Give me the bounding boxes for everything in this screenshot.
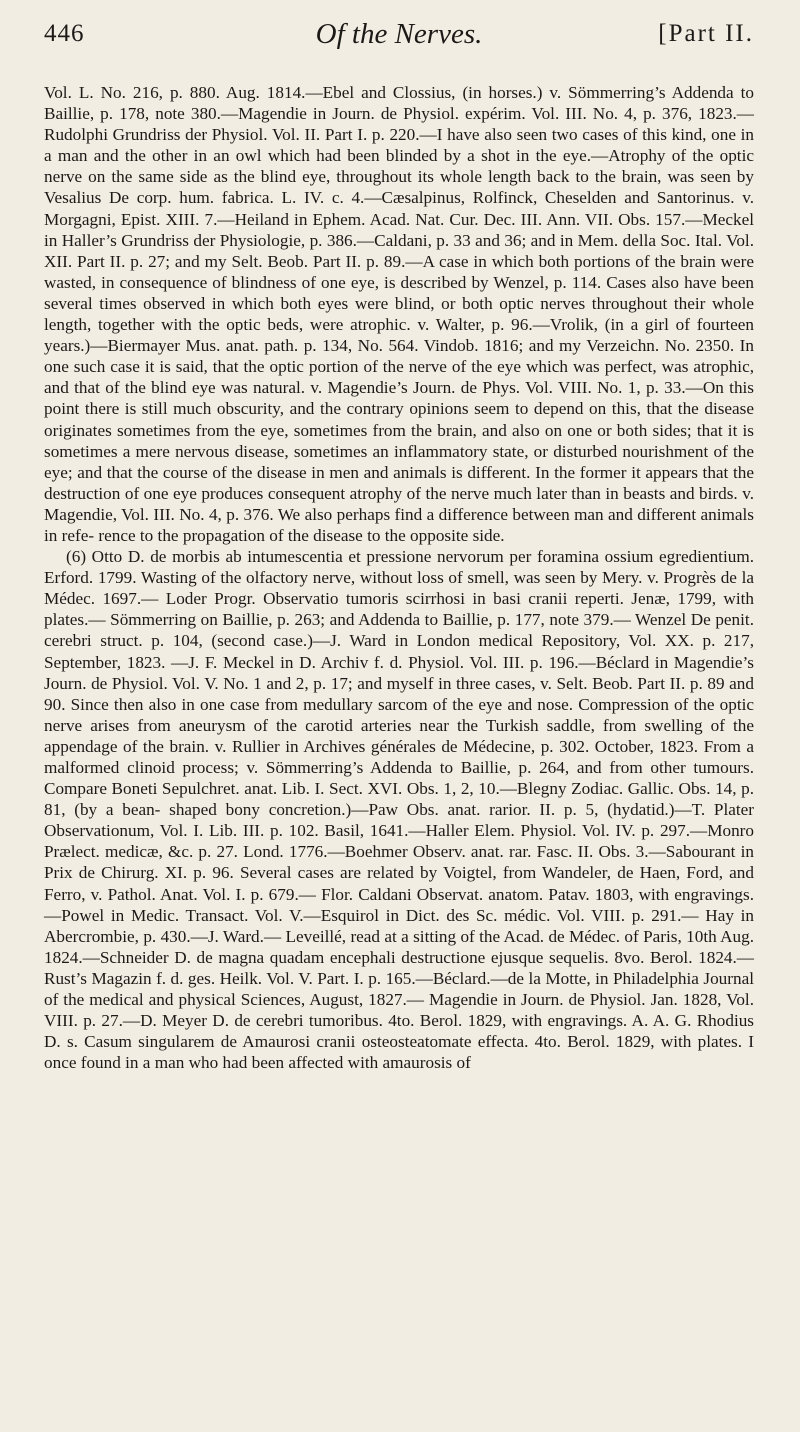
page-header	[44, 20, 754, 60]
running-title: Of the Nerves.	[315, 18, 483, 50]
page-number: 446	[44, 20, 85, 47]
paragraph-note-6: (6) Otto D. de morbis ab intumescentia et pressione nervorum per foramina ossium egredientium. Erford. 1799. Wasting of the olfactory nerve, without loss of smell, was seen by Mery. v. Progrès de la Médec. 1697.— Loder Progr. Observatio tumoris scirrhosi in basi cranii reperti. Jenæ, 1799, with plates.— Sömmerring on Baillie, p. 263; and Addenda to Baillie, p. 177, note 379.— Wenzel De penit. cerebri struct. p. 104, (second case.)—J. Ward in London medical Repository, Vol. XX. p. 217, September, 1823. —J. F. Meckel in D. Archiv f. d. Physiol. Vol. III. p. 196.—Béclard in Magendie’s Journ. de Physiol. Vol. V. No. 1 and 2, p. 17; and myself in three cases, v. Selt. Beob. Part II. p. 89 and 90. Since then also in one case from medullary sarcom of the eye and nose. Compression of the optic nerve arises from aneurysm of the carotid arteries near the Turkish saddle, from swelling of the appendage of the brain. v. Rullier in Archives générales de Médecine, p. 302. October, 1823. From a malformed clinoid process; v. Sömmerring’s Addenda to Baillie, p. 264, and from other tumours. Compare Boneti Sepulchret. anat. Lib. I. Sect. XVI. Obs. 1, 2, 10.—Blegny Zodiac. Gallic. Obs. 14, p. 81, (by a bean- shaped bony concretion.)—Paw Obs. anat. rarior. II. p. 5, (hydatid.)—T. Plater Observationum, Vol. I. Lib. III. p. 102. Basil, 1641.—Haller Elem. Physiol. Vol. IV. p. 297.—Monro Prælect. medicæ, &c. p. 27. Lond. 1776.—Boehmer Observ. anat. rar. Fasc. II. Obs. 3.—Sabourant in Prix de Chirurg. XI. p. 96. Several cases are related by Voigtel, from Wandeler, de Haen, Ford, and Ferro, v. Pathol. Anat. Vol. I. p. 679.— Flor. Caldani Observat. anatom. Patav. 1803, with engravings.—Powel in Medic. Transact. Vol. V.—Esquirol in Dict. des Sc. médic. Vol. VIII. p. 291.— Hay in Abercrombie, p. 430.—J. Ward.— Leveillé, read at a sitting of the Acad. de Médec. of Paris, 10th Aug. 1824.—Schneider D. de magna quadam encephali destructione ejusque sequelis. 8vo. Berol. 1824.— Rust’s Magazin f. d. ges. Heilk. Vol. V. Part. I. p. 165.—Béclard.—de la Motte, in Philadelphia Journal of the medical and physical Sciences, August, 1827.— Magendie in Journ. de Physiol. Jan. 1828, Vol. VIII. p. 27.—D. Meyer D. de cerebri tumoribus. 4to. Berol. 1829, with engravings. A. A. G. Rhodius D. s. Casum singularem de Amaurosi cranii osteosteatomate effecta. 4to. Berol. 1829, with plates. I once found in a man who had been affected with amaurosis of	[44, 547, 754, 1073]
part-label: [Part II.	[658, 20, 754, 47]
page-body	[44, 82, 754, 1073]
paragraph-continued: Vol. L. No. 216, p. 880. Aug. 1814.—Ebel and Clossius, (in horses.) v. Sömmerring’s Addenda to Baillie, p. 178, note 380.—Magendie in Journ. de Physiol. expérim. Vol. III. No. 4, p. 376, 1823.—Rudolphi Grundriss der Physiol. Vol. II. Part I. p. 220.—I have also seen two cases of this kind, one in a man and the other in an owl which had been blinded by a shot in the eye.—Atrophy of the optic nerve on the same side as the blind eye, throughout its whole length back to the brain, was seen by Vesalius De corp. hum. fabrica. L. IV. c. 4.—Cæsalpinus, Rolfinck, Cheselden and Santorinus. v. Morgagni, Epist. XIII. 7.—Heiland in Ephem. Acad. Nat. Cur. Dec. III. Ann. VII. Obs. 157.—Meckel in Haller’s Grundriss der Physiologie, p. 386.—Caldani, p. 33 and 36; and in Mem. della Soc. Ital. Vol. XII. Part II. p. 27; and my Selt. Beob. Part II. p. 89.—A case in which both portions of the brain were wasted, in consequence of blindness of one eye, is described by Wenzel, p. 114. Cases also have been several times observed in which both eyes were blind, or both optic nerves throughout their whole length, together with the optic beds, were atrophic. v. Walter, p. 96.—Vrolik, (in a girl of fourteen years.)—Biermayer Mus. anat. path. p. 134, No. 564. Vindob. 1816; and my Verzeichn. No. 2350. In one such case it is said, that the optic portion of the nerve of the eye which was perfect, was atrophic, and that of the blind eye was natural. v. Magendie’s Journ. de Phys. Vol. VIII. No. 1, p. 33.—On this point there is still much obscurity, and the contrary opinions seem to depend on this, that the disease originates sometimes from the eye, sometimes from the brain, and also on one or both sides; that it is sometimes a mere nervous disease, sometimes an inflammatory state, or disturbed nourishment of the eye; and that the course of the disease in men and animals is different. In the former it appears that the destruction of one eye produces consequent atrophy of the nerve much later than in beasts and birds. v. Magendie, Vol. III. No. 4, p. 376. We also perhaps find a difference between man and different animals in refe- rence to the propagation of the disease to the opposite side.	[44, 83, 754, 545]
